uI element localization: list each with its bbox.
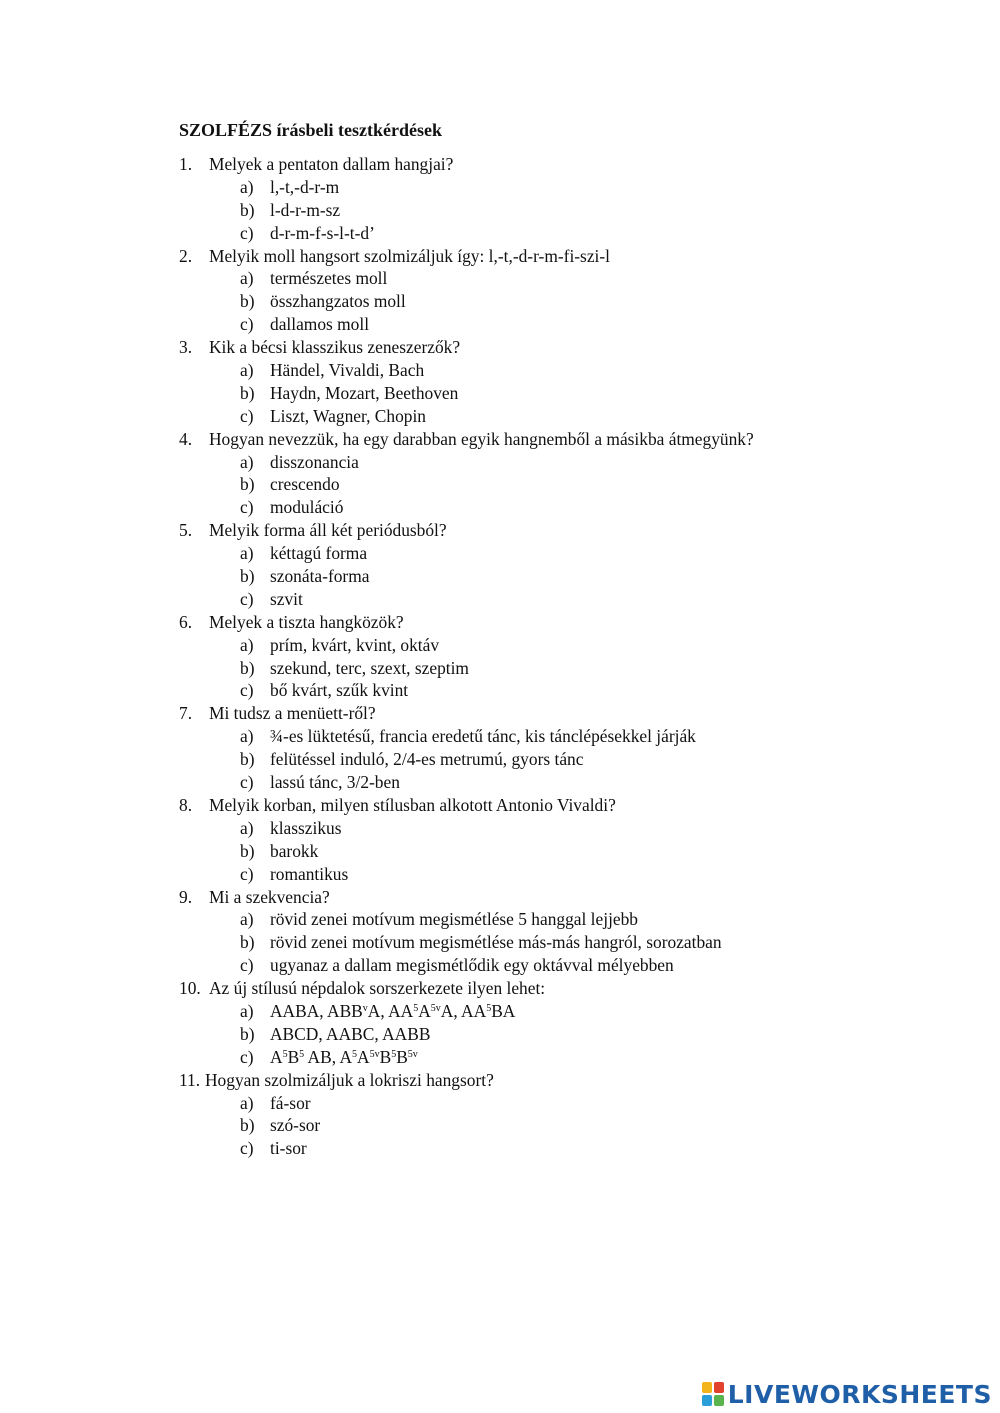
answer-text: bő kvárt, szűk kvint <box>270 680 409 701</box>
question-9 <box>0 886 1000 909</box>
answer-text-part: A <box>418 1000 431 1021</box>
question-10 <box>0 977 1000 1000</box>
answer-text: fá-sor <box>270 1092 311 1113</box>
answer-text-part: 5 <box>299 1048 305 1060</box>
answer-text: rövid zenei motívum megismétlése más-más hangról, sorozatban <box>270 932 722 953</box>
answer-option[interactable] <box>0 176 1000 199</box>
question-text: Az új stílusú népdalok sorszerkezete ilyen lehet: <box>209 978 546 999</box>
answer-text-part: 5 <box>391 1048 397 1060</box>
question-number: 6. <box>179 611 193 632</box>
question-text: Melyek a pentaton dallam hangjai? <box>209 154 454 174</box>
liveworksheets-logo-icon <box>702 1382 724 1406</box>
answer-option[interactable] <box>0 1092 1000 1115</box>
answer-text-part: A <box>270 1046 283 1067</box>
answer-text-part: 5 <box>352 1048 358 1060</box>
answer-letter: c) <box>240 222 254 243</box>
answer-option[interactable] <box>0 748 1000 771</box>
question-text: Melyik forma áll két periódusból? <box>209 520 447 541</box>
answer-text-part: A, AA <box>367 1000 414 1021</box>
answer-letter: a) <box>240 360 254 381</box>
answer-text-part: 5v <box>430 1002 441 1014</box>
answer-text-part: 5v <box>369 1048 380 1060</box>
answer-letter: a) <box>240 817 254 838</box>
answer-option[interactable] <box>0 1114 1000 1137</box>
question-1 <box>0 153 1000 176</box>
answer-text-part: BA <box>491 1000 516 1021</box>
answer-text: romantikus <box>270 863 349 884</box>
question-3 <box>0 336 1000 359</box>
answer-option[interactable] <box>0 199 1000 222</box>
answer-text: l,-t,-d-r-m <box>270 176 340 197</box>
answer-option[interactable] <box>0 1000 1000 1023</box>
answer-text: szekund, terc, szext, szeptim <box>270 657 469 678</box>
question-number: 1. <box>179 154 193 174</box>
answer-text: szó-sor <box>270 1115 321 1136</box>
question-8 <box>0 794 1000 817</box>
answer-text: kéttagú forma <box>270 543 368 564</box>
answer-option[interactable] <box>0 222 1000 245</box>
answer-text: felütéssel induló, 2/4-es metrumú, gyors tánc <box>270 749 584 770</box>
answer-text: ti-sor <box>270 1138 307 1159</box>
answer-letter: b) <box>240 1115 255 1136</box>
answer-text-part: 5 <box>282 1048 288 1060</box>
answer-option[interactable] <box>0 473 1000 496</box>
answer-letter: b) <box>240 566 255 587</box>
answer-letter: a) <box>240 451 254 472</box>
answer-text: összhangzatos moll <box>270 291 406 312</box>
answer-option[interactable] <box>0 496 1000 519</box>
answer-text <box>270 1000 515 1023</box>
answer-text-part: AB, A <box>304 1046 353 1067</box>
answer-letter: c) <box>240 863 254 884</box>
answer-option[interactable] <box>0 657 1000 680</box>
answer-text: lassú tánc, 3/2-ben <box>270 772 400 793</box>
question-text: Kik a bécsi klasszikus zeneszerzők? <box>209 337 461 358</box>
answer-text: ¾-es lüktetésű, francia eredetű tánc, kis tánclépésekkel járják <box>270 726 696 747</box>
answer-text-part: 5v <box>407 1048 418 1060</box>
question-number: 7. <box>179 703 193 724</box>
answer-text: prím, kvárt, kvint, oktáv <box>270 634 440 655</box>
answer-option[interactable] <box>0 771 1000 794</box>
answer-option[interactable] <box>0 588 1000 611</box>
question-text: Mi a szekvencia? <box>209 886 330 907</box>
answer-text-part: AABA, ABB <box>270 1000 363 1021</box>
answer-text: Händel, Vivaldi, Bach <box>270 360 425 381</box>
answer-text-part: B <box>396 1046 408 1067</box>
answer-letter: b) <box>240 199 255 220</box>
answer-letter: b) <box>240 840 255 861</box>
answer-option[interactable] <box>0 840 1000 863</box>
question-11 <box>0 1069 1000 1092</box>
answer-option[interactable] <box>0 290 1000 313</box>
answer-option[interactable] <box>0 542 1000 565</box>
question-7 <box>0 702 1000 725</box>
answer-text: szvit <box>270 588 303 609</box>
answer-letter: c) <box>240 1046 254 1067</box>
answer-text-part: B <box>287 1046 300 1067</box>
answer-option[interactable] <box>0 451 1000 474</box>
answer-option[interactable] <box>0 817 1000 840</box>
answer-letter: a) <box>240 634 254 655</box>
question-text: Hogyan nevezzük, ha egy darabban egyik hangnemből a másikba átmegyünk? <box>209 428 754 449</box>
question-number: 10. <box>179 978 201 999</box>
answer-letter: b) <box>240 382 255 403</box>
answer-letter: c) <box>240 588 254 609</box>
answer-text: d-r-m-f-s-l-t-d’ <box>270 222 375 243</box>
answer-letter: a) <box>240 176 254 197</box>
answer-text: klasszikus <box>270 817 342 838</box>
question-number: 9. <box>179 886 193 907</box>
answer-text: l-d-r-m-sz <box>270 199 341 220</box>
answer-letter: b) <box>240 291 255 312</box>
answer-option[interactable] <box>0 313 1000 336</box>
answer-text-part: v <box>362 1002 368 1014</box>
answer-option[interactable] <box>0 1046 1000 1069</box>
answer-option[interactable] <box>0 382 1000 405</box>
answer-letter: a) <box>240 543 254 564</box>
answer-option[interactable] <box>0 863 1000 886</box>
question-text: Melyik moll hangsort szolmizáljuk így: l,-t,-d-r-m-fi-szi-l <box>209 245 611 266</box>
answer-option[interactable] <box>0 908 1000 931</box>
answer-text: Haydn, Mozart, Beethoven <box>270 382 459 403</box>
answer-option[interactable] <box>0 565 1000 588</box>
answer-text-part: 5 <box>486 1002 492 1014</box>
logo-text: LIVEWORKSHEETS <box>727 1379 992 1409</box>
question-text: Mi tudsz a menüett-ről? <box>209 703 376 724</box>
answer-option[interactable] <box>0 679 1000 702</box>
answer-text: ugyanaz a dallam megismétlődik egy oktávval mélyebben <box>270 955 674 976</box>
answer-letter: b) <box>240 474 255 495</box>
question-text: Melyek a tiszta hangközök? <box>209 611 404 632</box>
answer-option[interactable] <box>0 954 1000 977</box>
answer-text: természetes moll <box>270 268 388 289</box>
answer-text: dallamos moll <box>270 314 370 335</box>
question-6 <box>0 611 1000 634</box>
answer-text: crescendo <box>270 474 340 495</box>
question-number: 11. <box>179 1069 201 1090</box>
page-title: SZOLFÉZS írásbeli tesztkérdések <box>179 120 443 140</box>
answer-letter: b) <box>240 657 255 678</box>
question-number: 3. <box>179 337 193 358</box>
answer-letter: a) <box>240 1000 254 1021</box>
answer-letter: b) <box>240 1023 255 1044</box>
answer-option[interactable] <box>0 267 1000 290</box>
liveworksheets-logo <box>702 1377 992 1411</box>
answer-text: Liszt, Wagner, Chopin <box>270 405 427 426</box>
answer-letter: c) <box>240 314 254 335</box>
question-number: 8. <box>179 794 193 815</box>
answer-letter: b) <box>240 932 255 953</box>
answer-letter: a) <box>240 909 254 930</box>
answer-text <box>270 1046 418 1069</box>
answer-letter: a) <box>240 268 254 289</box>
answer-text-part: A <box>357 1046 370 1067</box>
answer-text-part: 5 <box>413 1002 419 1014</box>
answer-option[interactable] <box>0 1137 1000 1160</box>
answer-letter: c) <box>240 955 254 976</box>
answer-option[interactable] <box>0 931 1000 954</box>
answer-option[interactable] <box>0 405 1000 428</box>
answer-text: disszonancia <box>270 451 359 472</box>
answer-letter: a) <box>240 1092 254 1113</box>
answer-text-part: A, AA <box>440 1000 487 1021</box>
question-list <box>0 153 1000 1160</box>
question-2 <box>0 245 1000 268</box>
question-number: 2. <box>179 245 193 266</box>
question-5 <box>0 519 1000 542</box>
answer-option[interactable] <box>0 1023 1000 1046</box>
answer-letter: c) <box>240 680 254 701</box>
answer-text: moduláció <box>270 497 344 518</box>
answer-text: rövid zenei motívum megismétlése 5 hanggal lejjebb <box>270 909 639 930</box>
answer-letter: c) <box>240 772 254 793</box>
answer-letter: c) <box>240 405 254 426</box>
answer-letter: c) <box>240 497 254 518</box>
answer-option[interactable] <box>0 359 1000 382</box>
answer-letter: a) <box>240 726 254 747</box>
answer-letter: b) <box>240 749 255 770</box>
question-number: 5. <box>179 520 193 541</box>
answer-text: barokk <box>270 840 319 861</box>
question-text: Melyik korban, milyen stílusban alkotott Antonio Vivaldi? <box>209 794 616 815</box>
answer-letter: c) <box>240 1138 254 1159</box>
answer-text: ABCD, AABC, AABB <box>270 1023 431 1044</box>
question-4 <box>0 428 1000 451</box>
answer-option[interactable] <box>0 634 1000 657</box>
question-text: Hogyan szolmizáljuk a lokriszi hangsort? <box>205 1069 494 1090</box>
answer-option[interactable] <box>0 725 1000 748</box>
question-number: 4. <box>179 428 193 449</box>
answer-text-part: B <box>379 1046 392 1067</box>
answer-text: szonáta-forma <box>270 566 370 587</box>
